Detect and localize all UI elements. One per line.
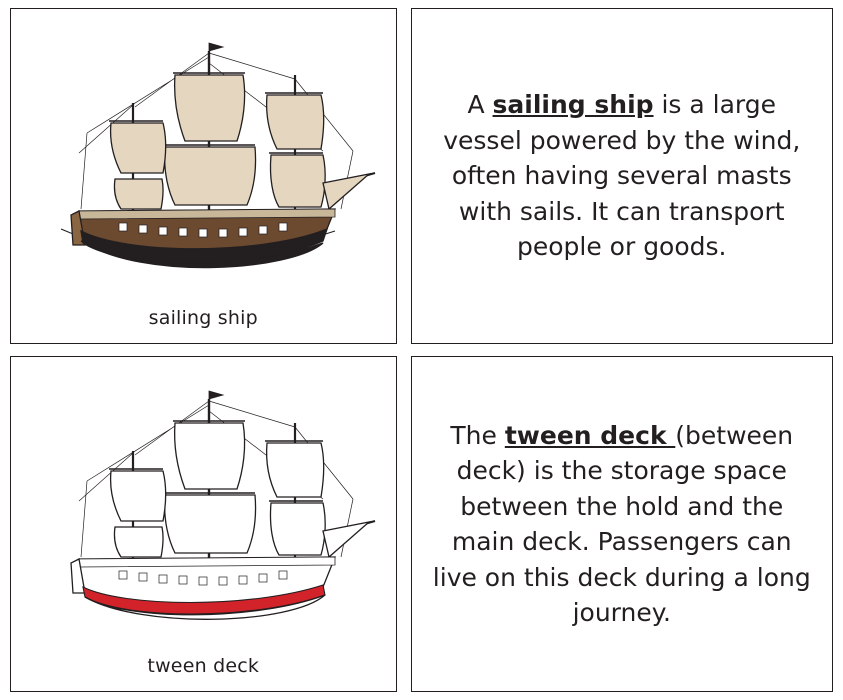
- picture-card-sailing-ship: [10, 8, 397, 344]
- sailing-ship-color-svg: [23, 33, 383, 283]
- card-row-2: [10, 356, 833, 692]
- definition-lead: A: [467, 90, 493, 120]
- definition-text: [430, 87, 815, 265]
- definition-card-tween-deck: [411, 356, 834, 692]
- definition-text: [430, 418, 815, 631]
- picture-card-caption: tween deck: [147, 655, 260, 677]
- definition-lead: The: [450, 420, 505, 450]
- sailing-ship-outline-svg: [23, 381, 383, 631]
- sailing-ship-illustration: [11, 9, 396, 307]
- picture-card-tween-deck: [10, 356, 397, 692]
- definition-term: tween deck: [504, 420, 676, 450]
- card-row-1: [10, 8, 833, 344]
- definition-term: sailing ship: [492, 90, 654, 120]
- definition-body: (between deck) is the storage space between the hold and the main deck. Passengers can live on this deck during a long journey.: [432, 420, 811, 627]
- picture-card-caption: sailing ship: [148, 307, 258, 329]
- tween-deck-illustration: [11, 357, 396, 655]
- definition-body: is a large vessel powered by the wind, often having several masts with sails. It can transport people or goods.: [443, 90, 801, 262]
- definition-card-sailing-ship: [411, 8, 834, 344]
